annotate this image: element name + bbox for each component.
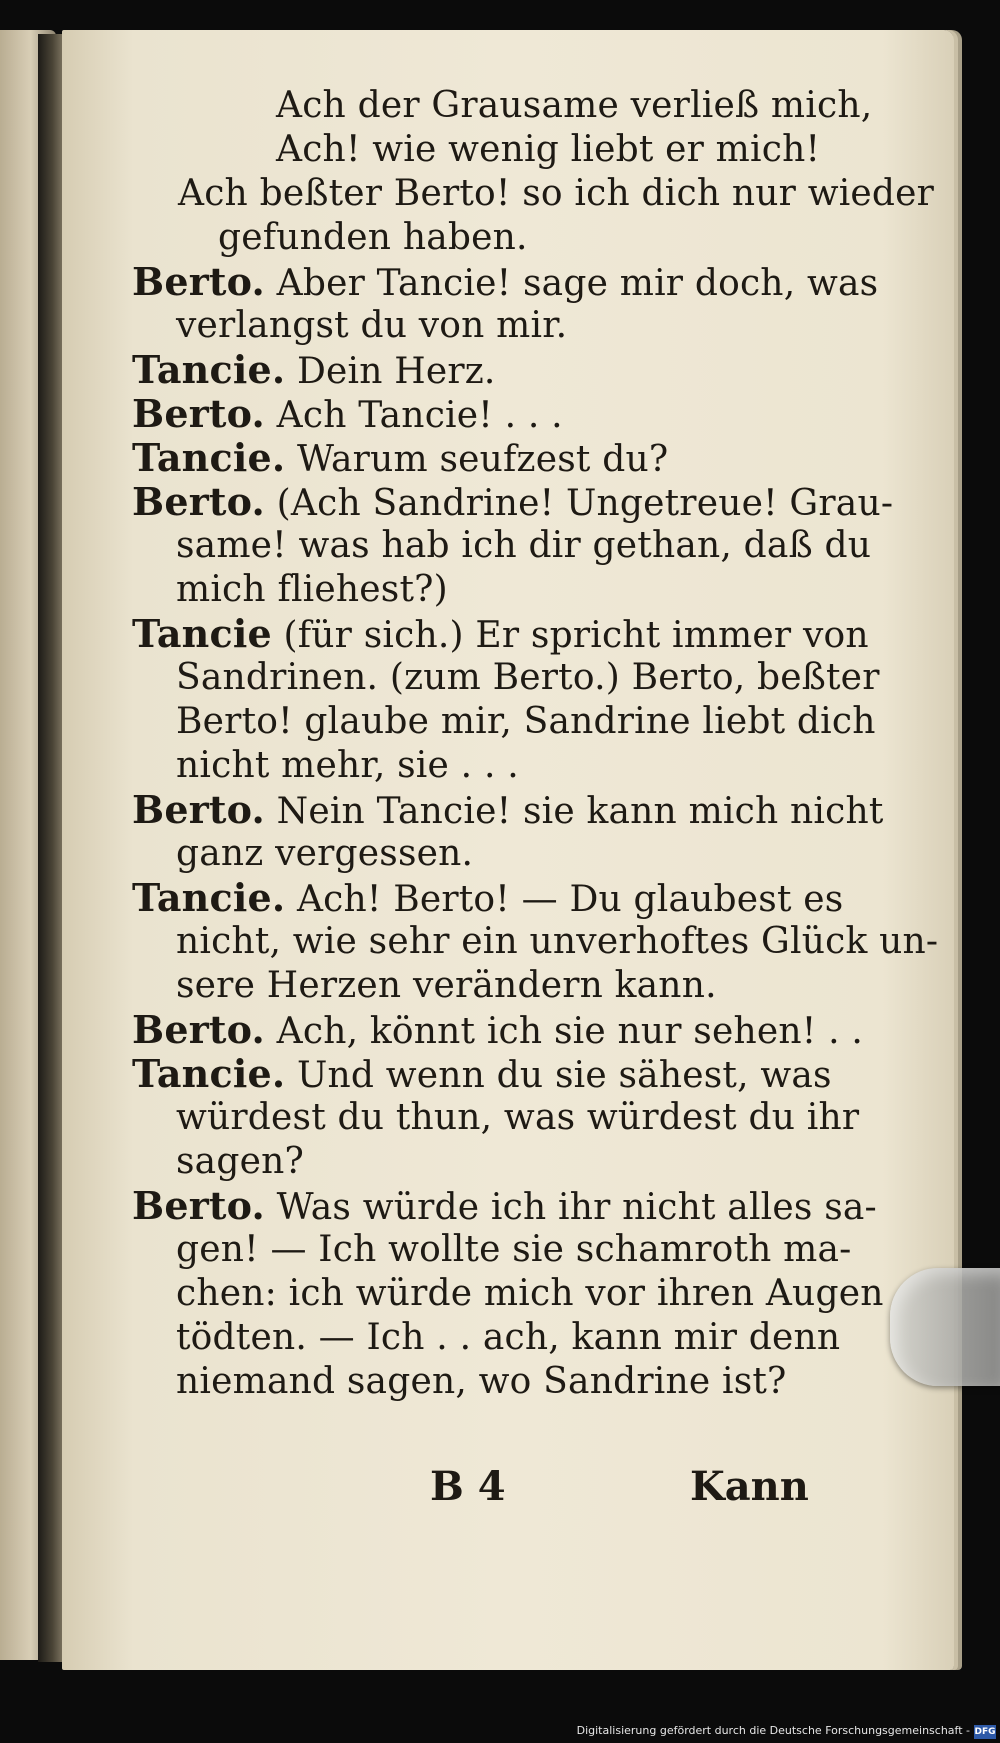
- footer-credit: Digitalisierung gefördert durch die Deutsche Forschungsgemeinschaft -: [576, 1724, 970, 1737]
- speaker-name: Tancie: [132, 611, 272, 656]
- dialogue-line: Tancie. Und wenn du sie sähest, was: [132, 1051, 832, 1096]
- text-line: tödten. — Ich . . ach, kann mir denn: [176, 1317, 841, 1358]
- text-line: mich fliehest?): [176, 569, 448, 610]
- dialogue-line: Tancie. Warum seufzest du?: [132, 435, 669, 480]
- text-line: verlangst du von mir.: [176, 305, 568, 346]
- text-line: ganz vergessen.: [176, 833, 474, 874]
- dialogue-line: Tancie. Ach! Berto! — Du glaubest es: [132, 875, 844, 920]
- dialogue-line: Berto. Aber Tancie! sage mir doch, was: [132, 259, 879, 304]
- speaker-name: Tancie.: [132, 1051, 286, 1096]
- speaker-name: Tancie.: [132, 875, 286, 920]
- speaker-name: Tancie.: [132, 435, 286, 480]
- dialogue-line: Berto. Was würde ich ihr nicht alles sa-: [132, 1183, 877, 1228]
- text-line: nicht, wie sehr ein unverhoftes Glück un-: [176, 921, 939, 962]
- text-line: würdest du thun, was würdest du ihr: [176, 1097, 860, 1138]
- catchword: Kann: [690, 1463, 809, 1510]
- dfg-logo-icon: DFG: [974, 1727, 996, 1737]
- speaker-name: Berto.: [132, 391, 265, 436]
- text-line: Ach! wie wenig liebt er mich!: [276, 129, 821, 170]
- speaker-name: Berto.: [132, 1007, 265, 1052]
- speaker-name: Berto.: [132, 1183, 265, 1228]
- text-line: chen: ich würde mich vor ihren Augen: [176, 1273, 884, 1314]
- speaker-name: Berto.: [132, 259, 265, 304]
- text-line: same! was hab ich dir gethan, daß du: [176, 525, 872, 566]
- dialogue-line: Berto. Nein Tancie! sie kann mich nicht: [132, 787, 884, 832]
- dialogue-line: Tancie (für sich.) Er spricht immer von: [132, 611, 869, 656]
- speaker-name: Berto.: [132, 479, 265, 524]
- speaker-name: Berto.: [132, 787, 265, 832]
- text-line: Ach beßter Berto! so ich dich nur wieder: [178, 173, 935, 214]
- text-line: Sandrinen. (zum Berto.) Berto, beßter: [176, 657, 880, 698]
- text-line: gefunden haben.: [218, 217, 528, 258]
- text-line: gen! — Ich wollte sie schamroth ma-: [176, 1229, 852, 1270]
- dialogue-line: Berto. (Ach Sandrine! Ungetreue! Grau-: [132, 479, 894, 524]
- dialogue-line: Tancie. Dein Herz.: [132, 347, 496, 392]
- text-line: Berto! glaube mir, Sandrine liebt dich: [176, 701, 876, 742]
- signature-mark: B 4: [430, 1463, 506, 1510]
- text-line: nicht mehr, sie . . .: [176, 745, 519, 786]
- text-line: sere Herzen verändern kann.: [176, 965, 717, 1006]
- dialogue-line: Berto. Ach Tancie! . . .: [132, 391, 563, 436]
- speaker-name: Tancie.: [132, 347, 286, 392]
- dialogue-line: Berto. Ach, könnt ich sie nur sehen! . .: [132, 1007, 864, 1052]
- text-line: sagen?: [176, 1141, 304, 1182]
- text-line: niemand sagen, wo Sandrine ist?: [176, 1361, 787, 1402]
- text-line: Ach der Grausame verließ mich,: [276, 85, 873, 126]
